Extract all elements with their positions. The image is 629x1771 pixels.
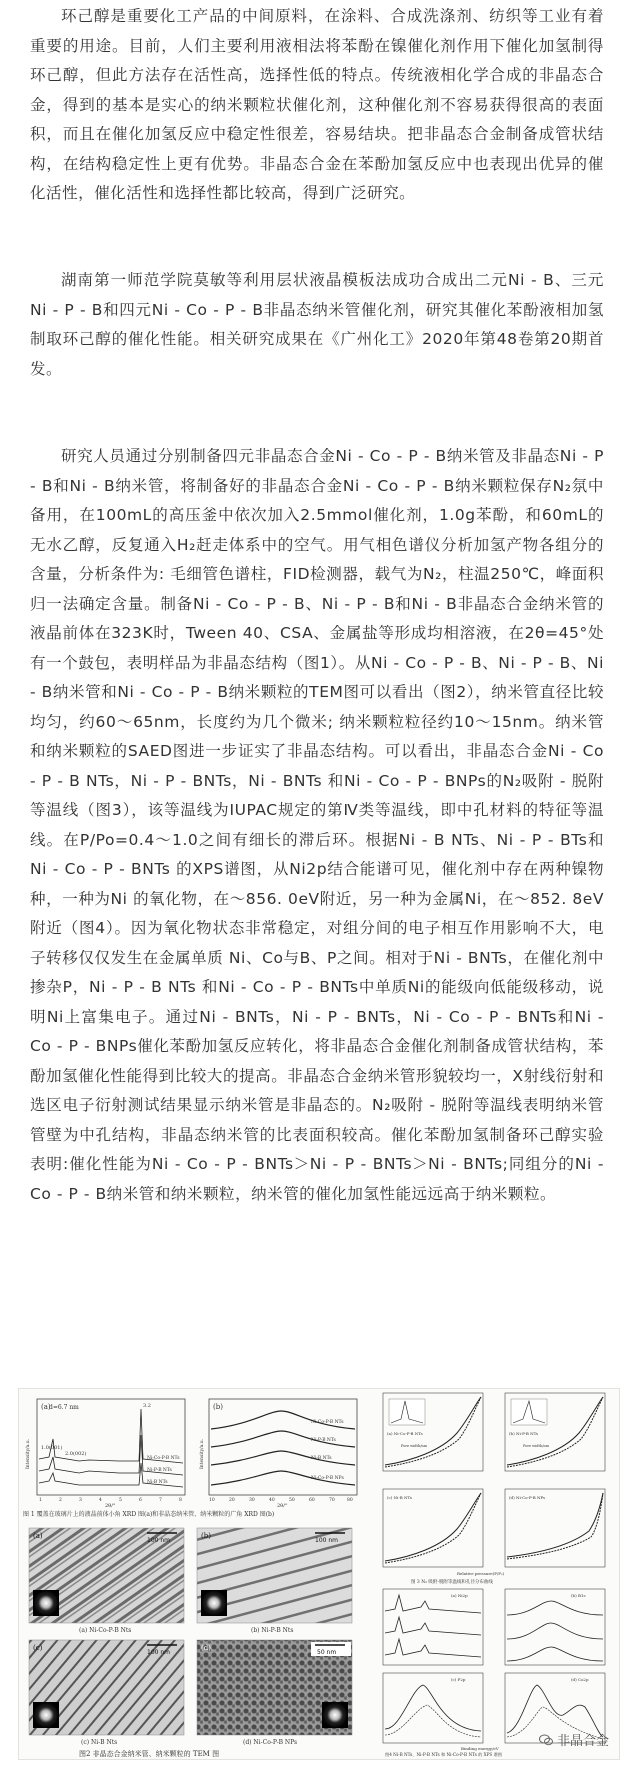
fig1b-xtick: 10 (209, 1498, 215, 1503)
fig1a-xlabel: 2θ/° (105, 1503, 116, 1509)
watermark-text: 非晶合金 (556, 1734, 609, 1749)
fig1a-xtick: 2 (59, 1498, 62, 1503)
fig1a-xtick: 7 (159, 1498, 162, 1503)
tem-c-label: (c) Ni-B Nts (81, 1739, 118, 1746)
tem-b-tag: (b) (201, 1532, 211, 1540)
fig3-panel-d (505, 1489, 605, 1567)
fig4-a-label: (a) Ni2p (451, 1593, 468, 1598)
fig3-panel-c (383, 1489, 483, 1567)
tem-d-scale: 50 nm (317, 1649, 337, 1656)
tem-b-label: (b) Ni-P-B Nts (251, 1627, 294, 1634)
fig1a-xtick: 1 (39, 1498, 42, 1503)
figure3-4-plots (371, 1389, 619, 1759)
tem-a-scale: 100 nm (147, 1537, 171, 1544)
tem-a-tag: (a) (33, 1532, 43, 1540)
fig1a-xtick: 5 (119, 1498, 122, 1503)
figure1-xrd (19, 1389, 364, 1519)
watermark (539, 1730, 609, 1749)
fig1b-xtick: 40 (269, 1498, 275, 1503)
fig1a-series-2: Ni-P-B NTs (147, 1468, 172, 1473)
fig1a-tag: (a) (41, 1403, 51, 1411)
fig1a-series-3: Ni-B NTs (147, 1480, 168, 1485)
wechat-icon (539, 1734, 553, 1746)
fig1b-xtick: 30 (249, 1498, 255, 1503)
fig3-d-label: (d) Ni-Co-P-B NPs (509, 1495, 546, 1500)
tem-c-tag: (c) (33, 1644, 43, 1652)
fig1a-peak-3: 3.2 (143, 1403, 151, 1409)
fig1a-series-1: Ni-Co-P-B NTs (147, 1456, 180, 1461)
fig4-panel-c (383, 1673, 483, 1743)
fig4-b-label: (b) B1s (571, 1593, 586, 1598)
fig1b-series-3: Ni-B NTs (311, 1456, 332, 1461)
fig1a-d-label: d=6.7 nm (49, 1404, 79, 1411)
fig1b-xtick: 50 (289, 1498, 295, 1503)
fig4-panel-a (383, 1589, 483, 1665)
figure2-tem (19, 1524, 364, 1759)
fig1b-series-2: Ni-P-B NTs (311, 1438, 336, 1443)
fig1a-peak-2: 2.0(002) (65, 1451, 87, 1457)
tem-d-tag: (d) (201, 1644, 211, 1652)
fig1b-xtick: 80 (347, 1498, 353, 1503)
fig4-panel-b (505, 1589, 605, 1665)
paragraph-intro: 环己醇是重要化工产品的中间原料，在涂料、合成洗涤剂、纺织等工业有着重要的用途。目前，人们主要利用液相法将苯酚在镍催化剂作用下催化加氢制得环己醇，但此方法存在活性高，选择性低的特点。传统液相化学合成的非晶态合金，得到的基本是实心的纳米颗粒状催化剂，这种催化剂不容易获得很高的表面积，而且在催化加氢反应中稳定性很差，容易结块。把非晶态合金制备成管状结构，在结构稳定性上更有优势。非晶态合金在苯酚加氢反应中也表现出优异的催化活性，催化活性和选择性都比较高，得到广泛研究。 (30, 7, 604, 202)
tem-a-label: (a) Ni-Co-P-B Nts (79, 1627, 132, 1634)
fig1b-xlabel: 2θ/° (277, 1503, 288, 1509)
fig1b-xtick: 60 (309, 1498, 315, 1503)
figure-composite (18, 1388, 620, 1760)
tem-d-label: (d) Ni-Co-P-B NPs (243, 1739, 298, 1746)
fig3-xlabel: Relative pressure(P/P₀) (457, 1571, 505, 1576)
fig3-b-label: (b) Ni-P-B NTs (509, 1431, 539, 1436)
fig4-c-label: (c) P2p (451, 1677, 466, 1682)
fig4-caption: 图4 Ni-B NTs、Ni-P-B NTs 和 Ni-Co-P-B NTs 的 XPS 谱图 (385, 1752, 502, 1757)
fig1a-ylabel: Intensity/a.u. (26, 1438, 31, 1469)
fig1b-series-1: Ni-Co-P-B NTs (311, 1420, 344, 1425)
fig1b-ylabel: Intensity/a.u. (200, 1438, 205, 1469)
fig3-panel-a (383, 1393, 483, 1471)
fig1a-xtick: 4 (99, 1498, 102, 1503)
fig1b-series-4: Ni-Co-P-B NPs (311, 1476, 344, 1481)
tem-b-scale: 100 nm (315, 1537, 339, 1544)
fig1b-xtick: 70 (329, 1498, 335, 1503)
paragraph-experiment: 研究人员通过分别制备四元非晶态合金Ni - Co - P - B纳米管及非晶态Ni - P - B和Ni - B纳米管，将制备好的非晶态合金Ni - Co - P - B纳米颗粒保存N₂氛中备用，在100mL的高压釜中依次加入2.5mmol催化剂，1.0g苯酚，和60mL的无水乙醇，反复通入H₂赶走体系中的空气。用气相色谱仪分析加氢产物各组分的含量，分析条件为: 毛细管色谱柱，FID检测器，载气为N₂，柱温250℃，峰面积归一法确定含量。制备Ni - Co - P - B、Ni - P - B和Ni - B非晶态合金纳米管的液晶前体在323K时，Tween 40、CSA、金属盐等形成均相溶液，在2θ=45°处有一个鼓包，表明样品为非晶态结构（图1）。从Ni - Co - P - B、Ni - P - B、Ni - B纳米管和Ni - Co - P - B纳米颗粒的TEM图可以看出（图2），纳米管直径比较均匀，约60～65nm，长度约为几个微米; 纳米颗粒粒径约10～15nm。纳米管和纳米颗粒的SAED图进一步证实了非晶态结构。可以看出，非晶态合金Ni - Co - P - B NTs，Ni - P - BNTs，Ni - BNTs 和Ni - Co - P - BNPs的N₂吸附 - 脱附等温线（图3），该等温线为IUPAC规定的第Ⅳ类等温线，即中孔材料的特征等温线。在P/Po=0.4～1.0之间有细长的滞后环。根据Ni - B NTs、Ni - P - BTs和Ni - Co - P - BNTs 的XPS谱图，从Ni2p结合能谱可见，催化剂中存在两种镍物种，一种为Ni 的氧化物，在～856. 0eV附近，另一种为金属Ni，在～852. 8eV附近（图4）。因为氧化物状态非常稳定，对组分间的电子相互作用影响不大，电子转移仅仅发生在金属单质 Ni、Co与B、P之间。相对于Ni - BNTs，在催化剂中掺杂P，Ni - P - B NTs 和Ni - Co - P - BNTs中单质Ni的能级向低能级移动，说明Ni上富集电子。通过Ni - BNTs，Ni - P - BNTs，Ni - Co - P - BNTs和Ni - Co - P - BNPs催化苯酚加氢反应转化，将非晶态合金催化剂制备成管状结构，苯酚加氢催化性能得到比较大的提高。非晶态合金纳米管形貌较均一，X射线衍射和选区电子衍射测试结果显示纳米管是非晶态的。N₂吸附 - 脱附等温线表明纳米管管壁为中孔结构，非晶态纳米管的比表面积较高。催化苯酚加氢制备环己醇实验表明:催化性能为Ni - Co - P - BNTs＞Ni - P - BNTs＞Ni - BNTs;同组分的Ni - Co - P - B纳米管和纳米颗粒，纳米管的催化加氢性能远远高于纳米颗粒。 (30, 447, 604, 1203)
fig1-caption: 图 1 覆盖在玻璃片上的液晶前体小角 XRD 图(a)和非晶态纳米管、纳米颗粒的广角 XRD 图(b) (23, 1511, 275, 1518)
fig1a-xtick: 3 (79, 1498, 82, 1503)
fig3-b-inset: Pore width/nm (523, 1444, 549, 1448)
fig3-a-label: (a) Ni-Co-P-B NTs (387, 1431, 423, 1436)
fig3-c-label: (c) Ni-B NTs (387, 1495, 412, 1500)
fig4-d-label: (d) Co2p (571, 1677, 589, 1682)
fig1b-tag: (b) (213, 1403, 223, 1411)
fig1a-peak-1: 1.0(001) (41, 1445, 63, 1451)
fig3-a-inset: Pore width/nm (401, 1444, 427, 1448)
fig3-caption: 图 3 N₂ 吸附-脱附等温线和孔径分布曲线 (411, 1580, 493, 1585)
tem-c-scale: 100 nm (147, 1649, 171, 1656)
fig1b-xtick: 20 (229, 1498, 235, 1503)
fig4-xlabel: Binding energy/eV (461, 1746, 499, 1751)
fig3-panel-b (505, 1393, 605, 1471)
fig1a-xtick: 6 (139, 1498, 142, 1503)
paragraph-research-summary: 湖南第一师范学院莫敏等利用层状液晶模板法成功合成出二元Ni - B、三元Ni - P - B和四元Ni - Co - P - B非晶态纳米管催化剂，研究其催化苯酚液相加氢制取环己醇的催化性能。相关研究成果在《广州化工》2020年第48卷第20期首发。 (30, 271, 604, 378)
fig2-caption: 图2 非晶态合金纳米管、纳米颗粒的 TEM 图 (79, 1750, 220, 1758)
fig1a-xtick: 8 (179, 1498, 182, 1503)
